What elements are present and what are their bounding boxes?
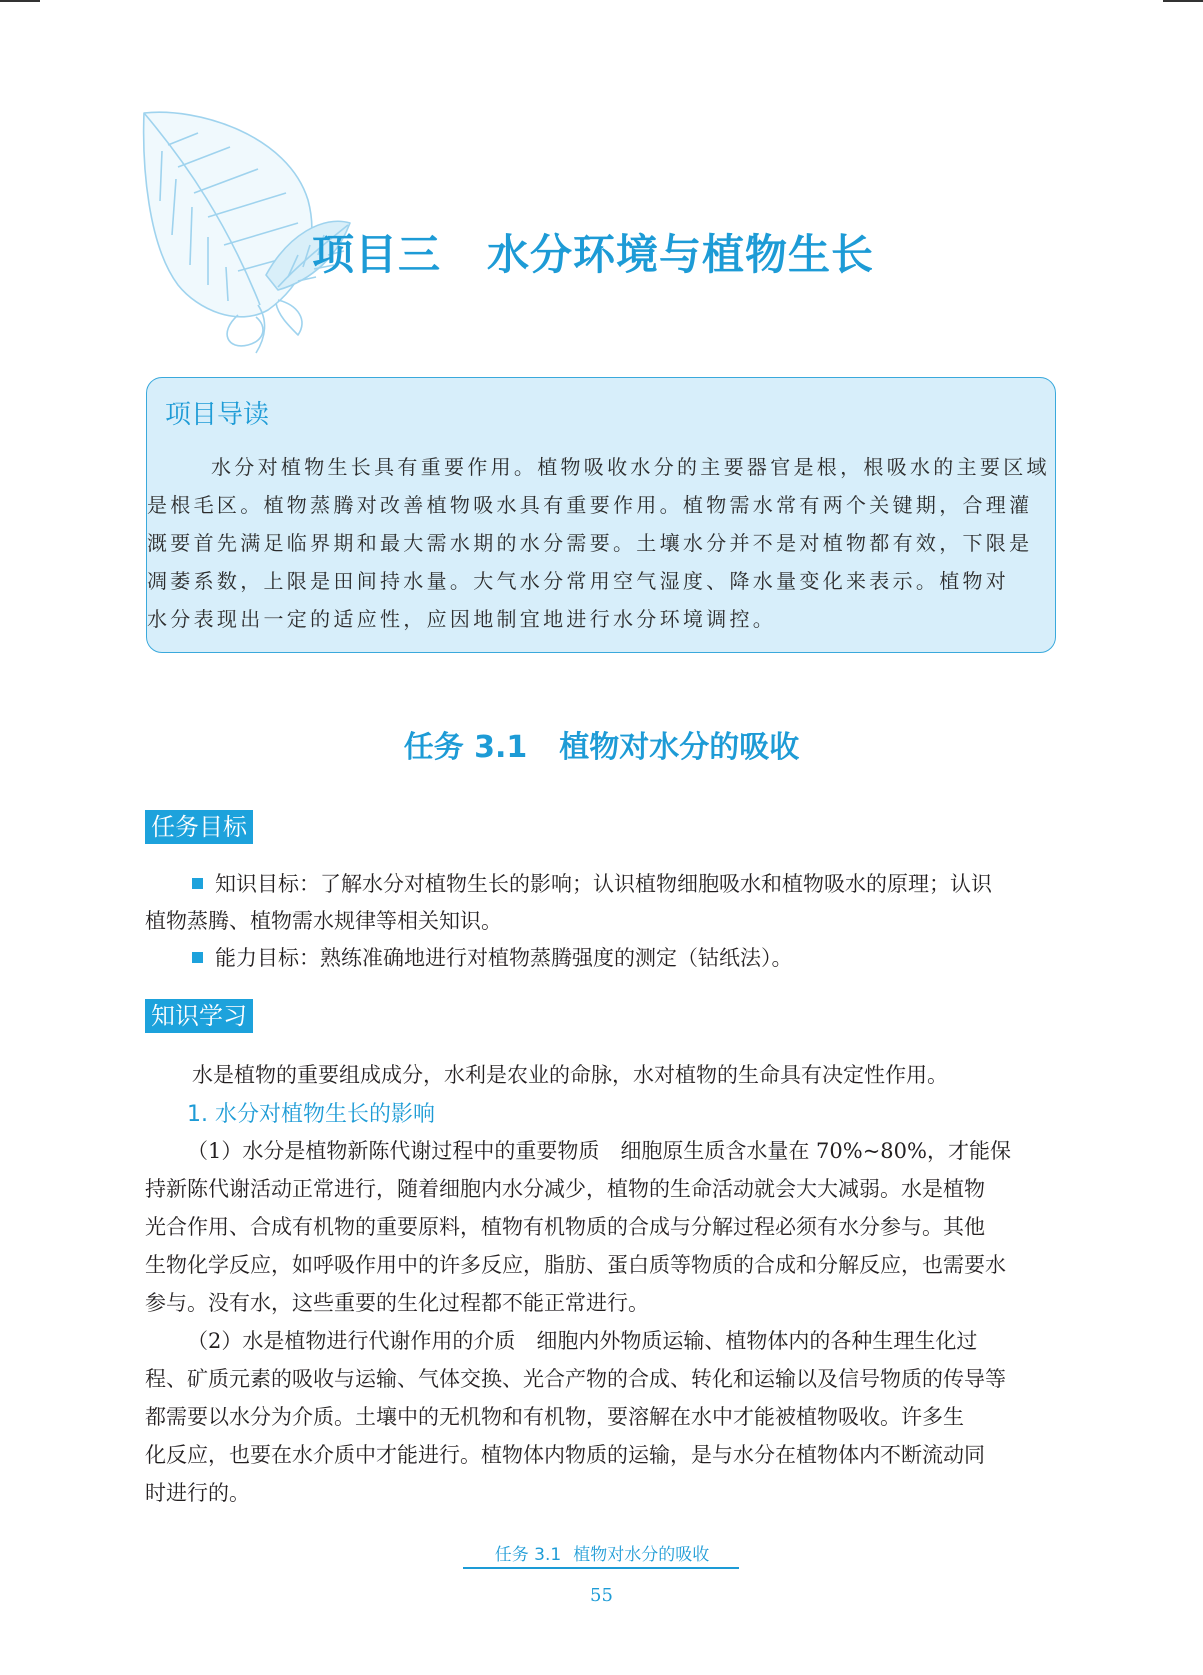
objective-knowledge-cont: 植物蒸腾、植物需水规律等相关知识。 <box>145 909 502 933</box>
footer-task-number: 任务 3.1 <box>494 1545 562 1565</box>
chapter-name: 水分环境与植物生长 <box>487 230 875 279</box>
guide-line: 水分对植物生长具有重要作用。植物吸收水分的主要器官是根，根吸水的主要区域 <box>211 455 1050 479</box>
para2-line: 都需要以水分为介质。土壤中的无机物和有机物，要溶解在水中才能被植物吸收。许多生 <box>145 1405 964 1429</box>
para2-line: 时进行的。 <box>145 1481 250 1505</box>
footer-underline <box>463 1567 739 1569</box>
guide-line: 凋萎系数，上限是田间持水量。大气水分常用空气湿度、降水量变化来表示。植物对 <box>147 569 1010 593</box>
objectives-tag: 任务目标 <box>145 810 253 844</box>
chapter-number: 项目三 <box>312 230 442 279</box>
objective-text: 知识目标：了解水分对植物生长的影响；认识植物细胞吸水和植物吸水的原理；认识 <box>215 872 992 896</box>
para2-line: （2）水是植物进行代谢作用的介质 细胞内外物质运输、植物体内的各种生理生化过 <box>187 1329 978 1353</box>
footer-running-title <box>465 1540 739 1565</box>
project-guide-box <box>146 377 1056 653</box>
guide-heading: 项目导读 <box>165 400 270 430</box>
guide-line: 水分表现出一定的适应性，应因地制宜地进行水分环境调控。 <box>147 607 777 631</box>
para1-line: 持新陈代谢活动正常进行，随着细胞内水分减少，植物的生命活动就会大大减弱。水是植物 <box>145 1177 985 1201</box>
learning-intro: 水是植物的重要组成成分，水利是农业的命脉，水对植物的生命具有决定性作用。 <box>192 1063 948 1087</box>
para1-line: 光合作用、合成有机物的重要原料，植物有机物质的合成与分解过程必须有水分参与。其他 <box>145 1215 985 1239</box>
section-subheading: 1. 水分对植物生长的影响 <box>187 1102 435 1127</box>
chapter-title <box>312 222 874 282</box>
objective-knowledge <box>192 868 992 898</box>
para1-line: 参与。没有水，这些重要的生化过程都不能正常进行。 <box>145 1291 649 1315</box>
para2-line: 化反应，也要在水介质中才能进行。植物体内物质的运输，是与水分在植物体内不断流动同 <box>145 1443 985 1467</box>
para2-line: 程、矿质元素的吸收与运输、气体交换、光合产物的合成、转化和运输以及信号物质的传导等 <box>145 1367 1006 1391</box>
task-title <box>0 722 1203 766</box>
page-number: 55 <box>590 1585 613 1606</box>
square-bullet-icon <box>192 878 203 889</box>
para1-line: 生物化学反应，如呼吸作用中的许多反应，脂肪、蛋白质等物质的合成和分解反应，也需要水 <box>145 1253 1006 1277</box>
crop-mark-right <box>1163 0 1203 2</box>
task-number: 任务 3.1 <box>403 730 528 765</box>
guide-line: 溉要首先满足临界期和最大需水期的水分需要。土壤水分并不是对植物都有效，下限是 <box>147 531 1033 555</box>
objective-text: 能力目标：熟练准确地进行对植物蒸腾强度的测定（钴纸法）。 <box>215 946 793 970</box>
crop-mark-left <box>0 0 40 2</box>
learning-tag: 知识学习 <box>145 999 253 1033</box>
guide-line: 是根毛区。植物蒸腾对改善植物吸水具有重要作用。植物需水常有两个关键期，合理灌 <box>147 493 1033 517</box>
task-name: 植物对水分的吸收 <box>559 730 800 765</box>
objective-ability <box>192 942 793 972</box>
square-bullet-icon <box>192 952 203 963</box>
footer-task-name: 植物对水分的吸收 <box>573 1545 710 1565</box>
para1-line: （1）水分是植物新陈代谢过程中的重要物质 细胞原生质含水量在 70%~80%，才能保 <box>187 1139 1011 1163</box>
